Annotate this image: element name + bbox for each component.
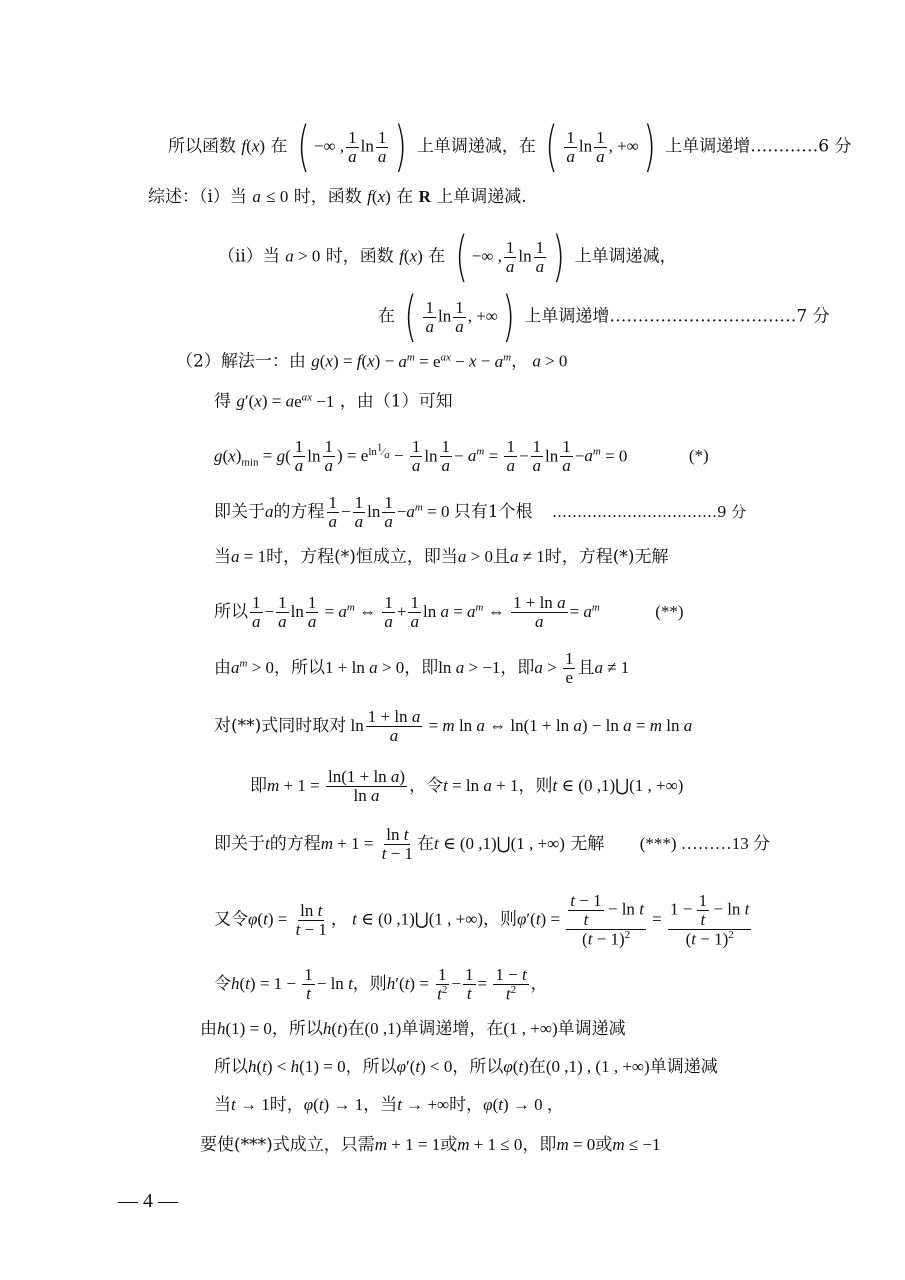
- line-9: 当a = 1时，方程(*)恒成立，即当a > 0且a ≠ 1时，方程(*)无解: [214, 547, 669, 567]
- line-1: 所以函数 f(x) 在 ( −∞ , $\frac{1}{a}$ ln $\frac{1}{a}$ ) 上单调递减，在 ( $\frac{1}{a}$ ln $\frac{1}{a}$ , +∞) 上单调递增…………6 分: [168, 115, 852, 178]
- text: 在: [428, 246, 446, 267]
- text: 当: [214, 547, 231, 567]
- text: 所以函数: [168, 136, 236, 157]
- text: ，则: [352, 974, 387, 995]
- text: 时，: [269, 1095, 304, 1115]
- text: ……………………………9 分: [551, 502, 747, 521]
- text: 上单调递减.: [436, 187, 527, 207]
- text: 时，函数: [293, 187, 362, 207]
- text: ，即: [522, 1135, 557, 1155]
- line-2: 综述：（i）当 a ≤ 0 时，函数 f(x) 在 R 上单调递减.: [148, 187, 527, 207]
- text: 单调递增，在: [401, 1019, 504, 1039]
- text: 时，方程(*)无解: [544, 547, 669, 567]
- line-17: 由h(1) = 0，所以h(t)在(0 ,1)单调递增，在(1 , +∞)单调递减: [200, 1019, 626, 1039]
- text: 的方程: [273, 501, 325, 522]
- text: 在: [378, 306, 395, 327]
- text: 在: [396, 187, 414, 207]
- text: 上单调递减，在: [416, 136, 536, 157]
- line-5: （2）解法一：由 $g(x) = f(x) - a^m = e^{ax} - x - a^m$， a > 0: [176, 351, 568, 372]
- text: 对(**)式同时取对: [214, 715, 347, 736]
- text: 时，: [449, 1095, 484, 1115]
- line-7: $g(x)_{min} = g$( $\frac{1}{a}$ ln $\frac{1}{a}$ ) = $e^{ln^1⁄_a}$ − $\frac{1}{a}$ ln $\frac{1}{a}$ − $a^m$ = $\frac{1}{a}$ − $\frac{1}{a}$ ln $\frac{1}{a}$ $-a^m = 0$ (*): [214, 437, 709, 476]
- text: 的方程: [269, 833, 321, 854]
- text: ，所以: [274, 657, 326, 678]
- text: 要使(***)式成立，只需: [200, 1135, 375, 1155]
- line-15: 又令φ(t) = $\frac{\text{ln t}}{t - 1}$ ， t ∈ (0 ,1)⋃(1 , +∞)，则φ′(t) = $\frac{t - 1}{t}$ − ln t $(t - 1)^2$ = 1 − $\frac{1}{t}$ − ln t $(t - 1)^2$: [214, 891, 750, 949]
- line-8: 即关于a的方程 $\frac{1}{a}$ − $\frac{1}{a}$ ln $\frac{1}{a}$ $-a^m = 0$ 只有1个根 ……………………………9 分: [214, 493, 747, 531]
- line-18: 所以h(t) < h(1) = 0，所以φ′(t) < 0，所以φ(t)在(0 ,1) , (1 , +∞)单调递减: [214, 1057, 718, 1077]
- text: 上单调递增…………6 分: [665, 136, 852, 157]
- text: （2）解法一：由: [176, 351, 306, 372]
- text: ，所以: [452, 1057, 504, 1077]
- line-4: 在 ( $\frac{1}{a}$ ln $\frac{1}{a}$ , +∞) 上单调递增……………………………7 分: [378, 285, 830, 348]
- text: ，即: [404, 657, 439, 678]
- text: ，所以: [345, 1057, 397, 1077]
- line-19: 当t → 1时，φ(t) → 1，当t → +∞时，φ(t) → 0 ，: [214, 1095, 564, 1115]
- math: f: [241, 136, 247, 156]
- text: ，则: [518, 775, 553, 796]
- text: ，则: [483, 909, 518, 930]
- page-number: — 4 —: [118, 1190, 178, 1212]
- text: 又令: [214, 909, 248, 930]
- text: ，令: [409, 775, 444, 796]
- text: 由: [214, 657, 231, 678]
- text: 即: [250, 775, 267, 796]
- line-13: 即m + 1 = $\frac{\text{ln(1 + ln a)}}{\text{ln a}}$ ，令t = ln a + 1，则t ∈ (0 ,1)⋃(1 , +∞): [250, 767, 684, 805]
- text: （ii）当: [218, 246, 280, 267]
- text: 单调递减: [649, 1057, 718, 1077]
- text: 且: [492, 547, 510, 567]
- text: ，由（1）可知: [339, 391, 453, 412]
- line-6: 得 $g'(x) = ae^{ax} -1$ ，由（1）可知: [214, 391, 453, 412]
- text: 或: [595, 1135, 613, 1155]
- line-12: 对(**)式同时取对 ln $\frac{\text{1 + ln a}}{a}$ = m ln a ⇔ ln(1 + ln a) − ln a = m ln a: [214, 707, 693, 745]
- text: 无解: [570, 833, 605, 854]
- line-10: 所以 $\frac{1}{a}$ − $\frac{1}{a}$ ln $\frac{1}{a}$ = $a^m$ ⇔ $\frac{1}{a}$ + $\frac{1}{a}$ $\ln a = a^m$ ⇔ $\frac{\text{1 + ln a}}{a}$ = $a^m$ (**): [214, 593, 684, 631]
- text: 在: [528, 1057, 546, 1077]
- text: 上单调递增……………………………7 分: [524, 306, 830, 327]
- text: 在: [270, 136, 288, 157]
- text: 在: [347, 1019, 365, 1039]
- text: 由: [200, 1019, 217, 1039]
- text: ，当: [363, 1095, 398, 1115]
- text: 得: [214, 391, 231, 412]
- line-14: 即关于t的方程m + 1 = $\frac{\text{ln t}}{t - 1}$ 在t ∈ (0 ,1)⋃(1 , +∞) 无解 (***) ………13 分: [214, 825, 771, 863]
- text: 在: [417, 833, 435, 854]
- text: 时，方程(*)恒成立，即当: [266, 547, 458, 567]
- text: ，即: [500, 657, 535, 678]
- text: 当: [214, 1095, 231, 1115]
- text: 或: [440, 1135, 458, 1155]
- text: 且: [577, 657, 595, 678]
- line-20: 要使(***)式成立，只需m + 1 = 1或m + 1 ≤ 0，即m = 0或m ≤ −1: [200, 1135, 661, 1155]
- text: 综述：（i）当: [148, 187, 247, 207]
- line-11: 由$a^m > 0$，所以1 + ln a > 0，即ln a > −1，即a > $\frac{1}{e}$ 且a ≠ 1: [214, 649, 630, 687]
- text: 单调递减: [557, 1019, 626, 1039]
- text: 上单调递减，: [574, 246, 677, 267]
- text: 只有1个根: [453, 501, 533, 522]
- text: 时，函数: [325, 246, 394, 267]
- text: 即关于: [214, 833, 265, 854]
- line-16: 令h(t) = 1 − $\frac{1}{t}$ − ln t，则h′(t) = $\frac{1}{t^2}$ − $\frac{1}{t}$ = $\frac{1 - t}{t^2}$ ，: [214, 965, 548, 1004]
- text: 所以: [214, 601, 248, 622]
- text: 所以: [214, 1057, 248, 1077]
- text: (***) ………13 分: [639, 833, 771, 853]
- text: ，所以: [271, 1019, 323, 1039]
- line-3: （ii）当 a > 0 时，函数 f(x) 在 ( −∞ , $\frac{1}{a}$ ln $\frac{1}{a}$ ) 上单调递减，: [218, 225, 677, 288]
- text: 即关于: [214, 501, 265, 522]
- text: 令: [214, 974, 231, 995]
